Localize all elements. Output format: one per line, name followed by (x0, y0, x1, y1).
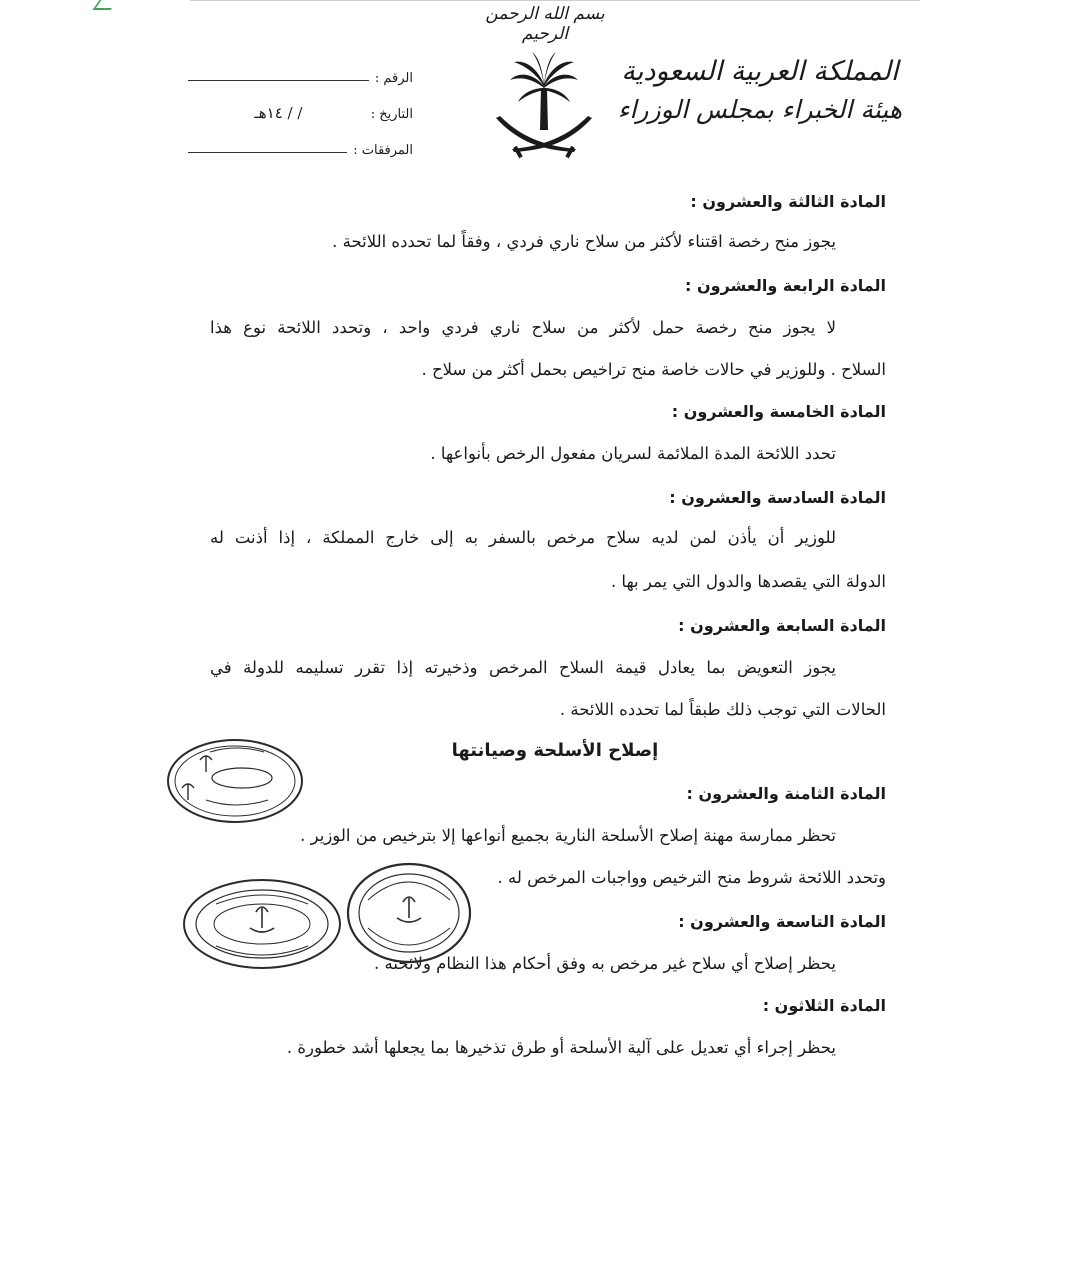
top-rule (190, 0, 920, 1)
section-title: إصلاح الأسلحة وصيانتها (451, 740, 659, 761)
attachments-line (188, 151, 347, 153)
basmala: بسم الله الرحمن الرحيم (485, 4, 605, 44)
article-text: يحظر إجراء أي تعديل على آلية الأسلحة أو طرق تذخيرها بما يجعلها أشد خطورة . (286, 1038, 836, 1057)
article-text: يجوز التعويض بما يعادل قيمة السلاح المرخص وذخيرته إذا تقرر تسليمه للدولة في (210, 658, 836, 677)
issuer-block (618, 52, 902, 128)
attachments-row (188, 122, 413, 158)
article-text: يحظر إصلاح أي سلاح غير مرخص به وفق أحكام هذا النظام ولائحته . (374, 954, 836, 973)
article-heading: المادة السابعة والعشرون : (678, 616, 886, 635)
issuer-authority: هيئة الخبراء بمجلس الوزراء (617, 95, 902, 124)
reference-fields (188, 50, 413, 158)
article-heading: المادة الثالثة والعشرون : (690, 192, 886, 211)
article-text: الدولة التي يقصدها والدول التي يمر بها . (610, 572, 886, 591)
article-text: تحدد اللائحة المدة الملائمة لسريان مفعول الرخص بأنواعها . (430, 444, 836, 463)
article-text: يجوز منح رخصة اقتناء لأكثر من سلاح ناري فردي ، وفقاً لما تحدده اللائحة . (332, 232, 836, 251)
experts-commission-stamp-icon (182, 878, 342, 970)
stamp-general-secretariat-text (346, 862, 472, 964)
date-placeholder: / / ١٤هـ (254, 104, 303, 122)
article-text: تحظر ممارسة مهنة إصلاح الأسلحة النارية بجميع أنواعها إلا بترخيص من الوزير . (300, 826, 836, 845)
corner-mark (92, 0, 117, 10)
article-heading: المادة الرابعة والعشرون : (685, 276, 886, 295)
palm-swords-emblem-icon (488, 50, 600, 160)
true-copy-stamp-icon (166, 738, 304, 824)
ref-number-line (188, 79, 369, 81)
issuer-country: المملكة العربية السعودية (621, 56, 899, 87)
article-heading: المادة الثامنة والعشرون : (686, 784, 886, 803)
date-label: التاريخ : (370, 107, 413, 122)
article-heading: المادة التاسعة والعشرون : (678, 912, 886, 931)
article-heading: المادة السادسة والعشرون : (669, 488, 886, 507)
article-text: وتحدد اللائحة شروط منح الترخيص وواجبات المرخص له . (497, 868, 886, 887)
ref-number-label: الرقم : (374, 71, 413, 86)
attachments-label: المرفقات : (353, 143, 413, 158)
stamp-experts-commission-text (182, 878, 342, 970)
article-text: السلاح . وللوزير في حالات خاصة منح تراخيص بحمل أكثر من سلاح . (421, 360, 886, 379)
date-row (188, 86, 413, 122)
stamp-cabinet-office-text (166, 738, 304, 824)
article-text: الحالات التي توجب ذلك طبقاً لما تحدده اللائحة . (559, 700, 886, 719)
article-heading: المادة الخامسة والعشرون : (671, 402, 886, 421)
general-secretariat-stamp-icon (346, 862, 472, 964)
article-text: للوزير أن يأذن لمن لديه سلاح مرخص بالسفر به إلى خارج المملكة ، إذا أذنت له (210, 528, 836, 547)
article-text: لا يجوز منح رخصة حمل لأكثر من سلاح ناري فردي واحد ، وتحدد اللائحة نوع هذا (210, 318, 836, 337)
article-heading: المادة الثلاثون : (762, 996, 886, 1015)
ref-number-row (188, 50, 413, 86)
